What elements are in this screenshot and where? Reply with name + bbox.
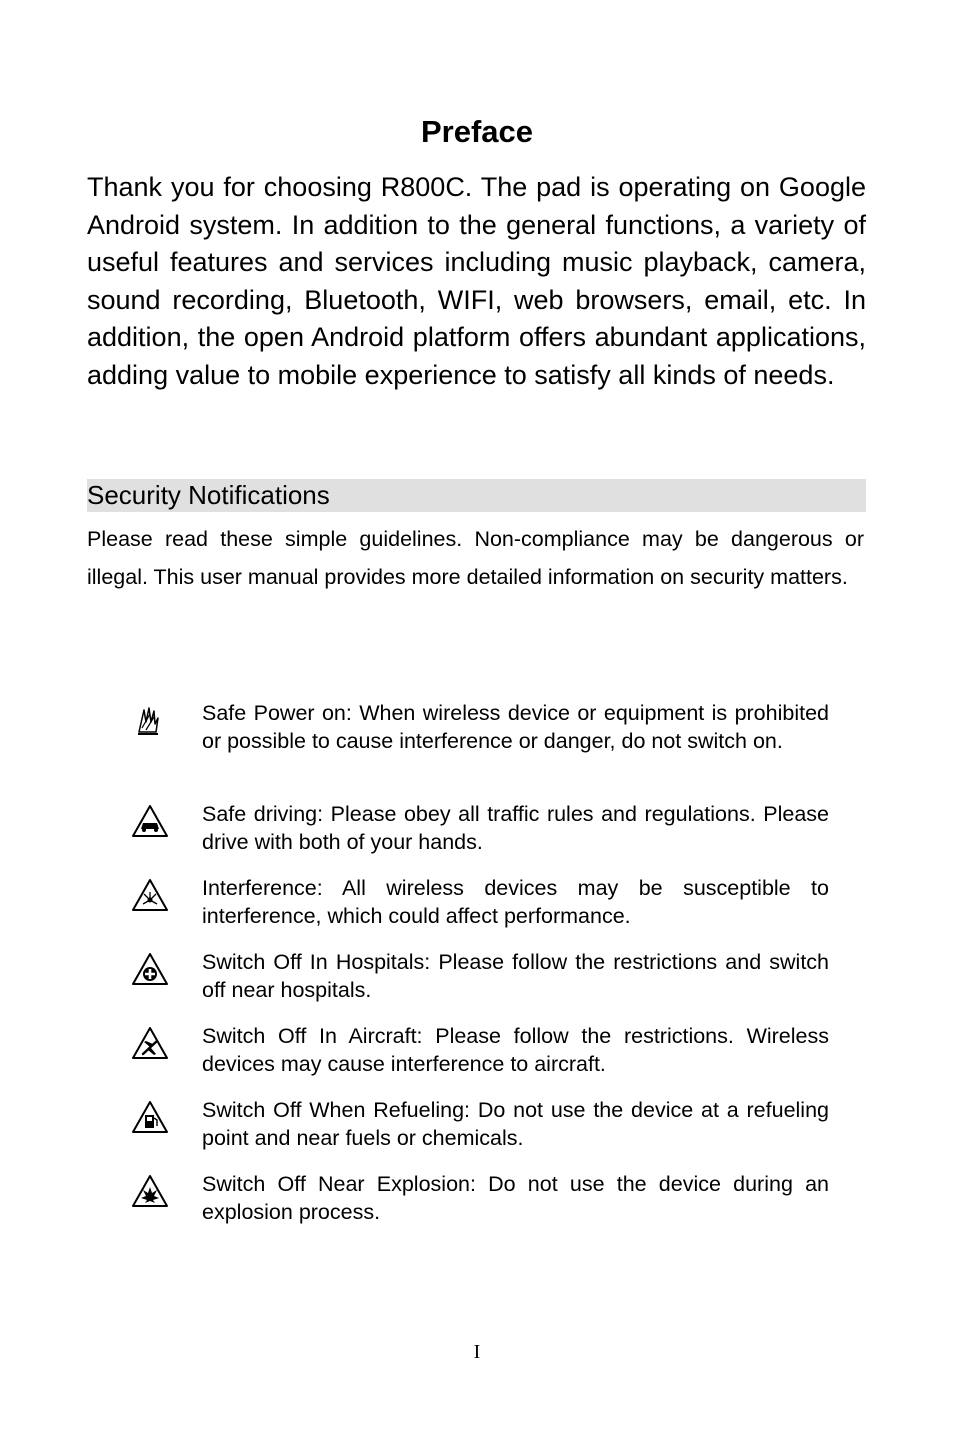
notice-text: Switch Off When Refueling: Do not use the device at a refueling point and near fuels or chemicals. [202, 1098, 829, 1150]
fuel-pump-warning-icon [130, 1099, 170, 1139]
preface-paragraph: Thank you for choosing R800C. The pad is operating on Google Android system. In addition to the general functions, a variety of useful features and services including music playback, camera, sound recording, Bluetooth, WIFI, web browsers, email, etc. In addition, the open Android platform offers abundant applications, adding value to mobile experience to satisfy all kinds of needs. [87, 172, 866, 390]
notice-item-hospitals [130, 951, 830, 1031]
notice-text: Switch Off Near Explosion: Do not use the device during an explosion process. [202, 1172, 829, 1224]
section-heading-security: Security Notifications [87, 479, 866, 512]
notice-item-refueling [130, 1099, 830, 1179]
interference-warning-icon [130, 877, 170, 917]
security-intro-paragraph: Please read these simple guidelines. Non-compliance may be dangerous or illegal. This user manual provides more detailed information on security matters. [87, 527, 864, 589]
notice-item-safe-power [130, 702, 830, 782]
aircraft-warning-icon [130, 1025, 170, 1065]
page-number: I [473, 1341, 481, 1363]
hand-power-icon [130, 702, 170, 742]
car-warning-icon [130, 803, 170, 843]
notice-text: Interference: All wireless devices may be susceptible to interference, which could affect performance. [202, 876, 829, 928]
hospital-cross-warning-icon [130, 951, 170, 991]
notice-item-explosion [130, 1173, 830, 1253]
notice-item-aircraft [130, 1025, 830, 1105]
notice-text: Switch Off In Hospitals: Please follow the restrictions and switch off near hospitals. [202, 950, 829, 1002]
notice-item-interference [130, 877, 830, 957]
explosion-warning-icon [130, 1173, 170, 1213]
notice-text: Safe Power on: When wireless device or equipment is prohibited or possible to cause interference or danger, do not switch on. [202, 701, 829, 753]
notice-text: Switch Off In Aircraft: Please follow the restrictions. Wireless devices may cause interference to aircraft. [202, 1024, 829, 1076]
notice-item-safe-driving [130, 803, 830, 883]
page-title: Preface [420, 114, 534, 149]
notice-text: Safe driving: Please obey all traffic rules and regulations. Please drive with both of your hands. [202, 802, 829, 854]
